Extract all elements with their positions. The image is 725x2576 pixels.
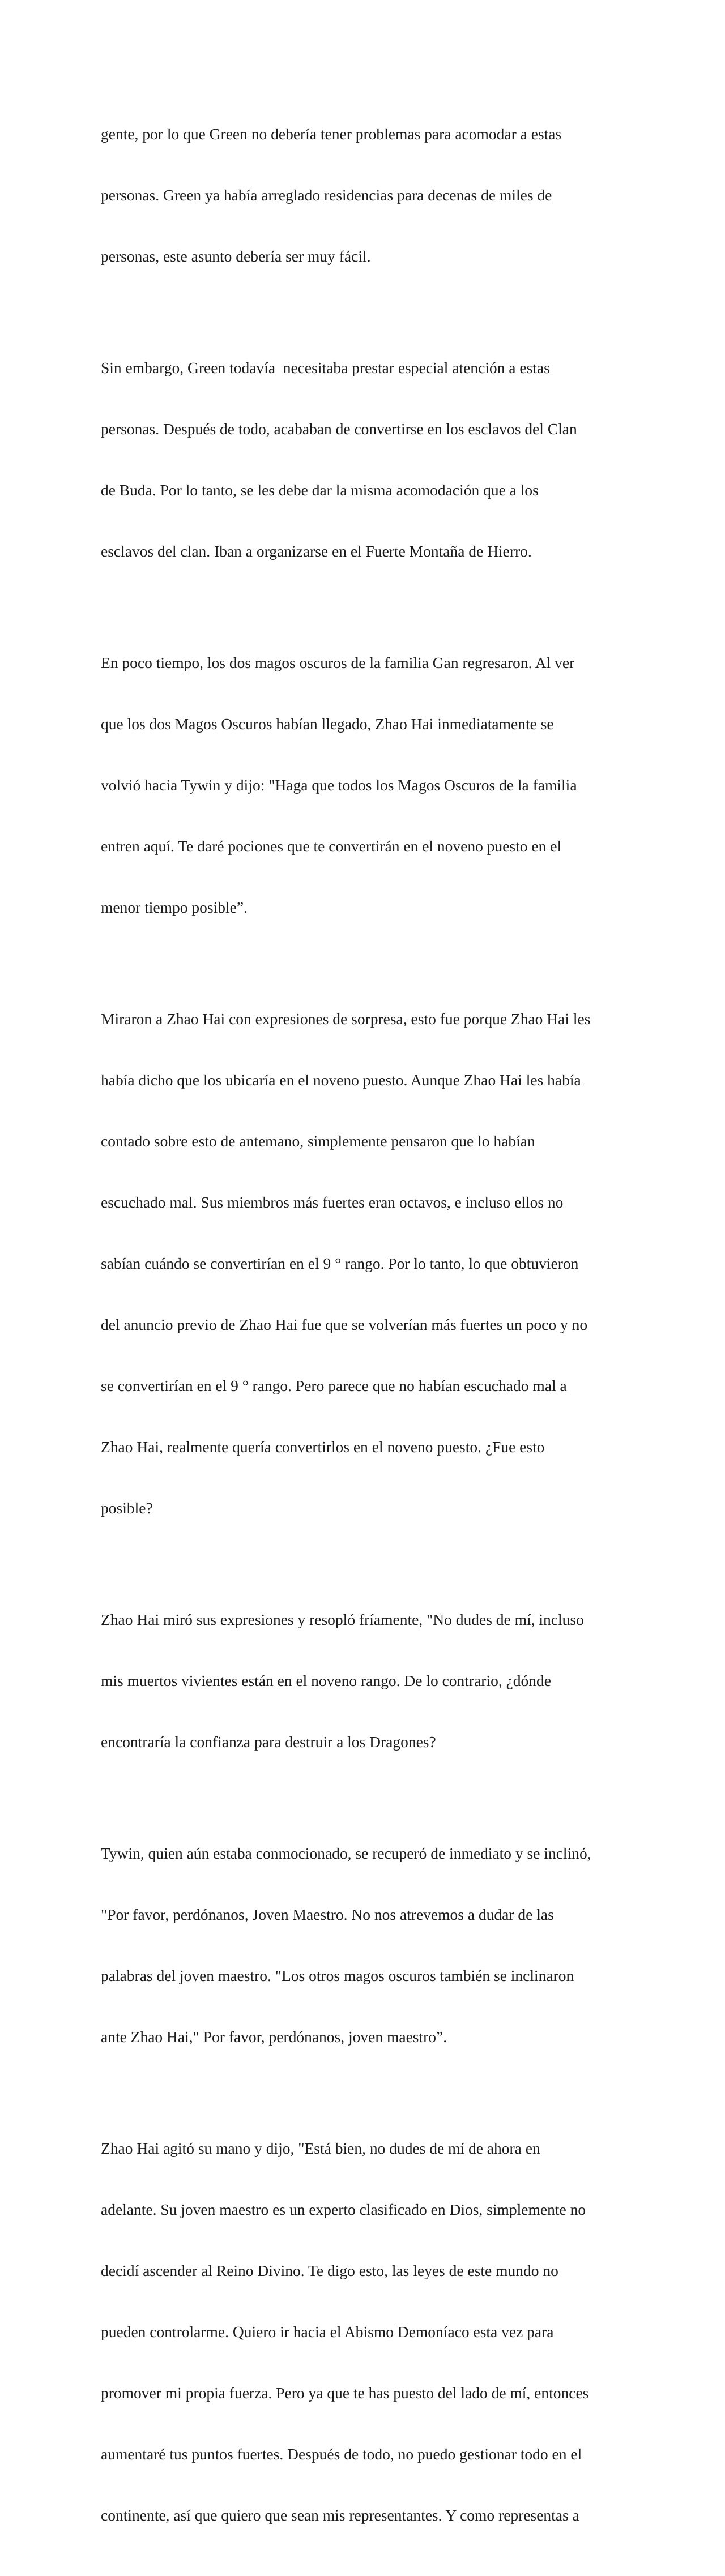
text-line: del anuncio previo de Zhao Hai fue que se volverían más fuertes un poco y no (101, 1316, 588, 1333)
paragraph-7 (101, 2098, 633, 2566)
text-line: personas. Después de todo, acababan de convertirse en los esclavos del Clan (101, 420, 577, 438)
text-line: había dicho que los ubicaría en el noveno puesto. Aunque Zhao Hai les había (101, 1071, 581, 1089)
text-line: de Buda. Por lo tanto, se les debe dar la misma acomodación que a los (101, 481, 539, 499)
paragraph-1 (101, 83, 633, 307)
text-line: se convertirían en el 9 ° rango. Pero parece que no habían escuchado mal a (101, 1377, 567, 1394)
text-line: Zhao Hai miró sus expresiones y resopló fríamente, "No dudes de mí, incluso (101, 1611, 584, 1628)
text-line: personas, este asunto debería ser muy fácil. (101, 247, 371, 265)
text-line: encontraría la confianza para destruir a los Dragones? (101, 1733, 436, 1751)
text-line: ante Zhao Hai," Por favor, perdónanos, joven maestro”. (101, 2028, 447, 2046)
paragraph-6 (101, 1803, 633, 2088)
document-body (101, 83, 633, 2576)
text-line: Zhao Hai agitó su mano y dijo, "Está bien, no dudes de mí de ahora en (101, 2139, 540, 2157)
text-line: menor tiempo posible”. (101, 898, 248, 916)
text-line: personas. Green ya había arreglado residencias para decenas de miles de (101, 186, 552, 204)
text-line: promover mi propia fuerza. Pero ya que te has puesto del lado de mí, entonces (101, 2384, 589, 2402)
paragraph-3 (101, 612, 633, 958)
text-line: pueden controlarme. Quiero ir hacia el Abismo Demoníaco esta vez para (101, 2323, 554, 2340)
text-line: sabían cuándo se convertirían en el 9 ° rango. Por lo tanto, lo que obtuvieron (101, 1255, 579, 1272)
text-line: Miraron a Zhao Hai con expresiones de sorpresa, esto fue porque Zhao Hai les (101, 1010, 591, 1028)
text-line: Zhao Hai, realmente quería convertirlos en el noveno puesto. ¿Fue esto (101, 1438, 545, 1456)
text-line: continente, así que quiero que sean mis representantes. Y como representas a (101, 2506, 579, 2524)
text-line: En poco tiempo, los dos magos oscuros de la familia Gan regresaron. Al ver (101, 654, 575, 671)
text-line: Sin embargo, Green todavía necesitaba prestar especial atención a estas (101, 359, 550, 376)
text-line: aumentaré tus puntos fuertes. Después de todo, no puedo gestionar todo en el (101, 2445, 582, 2463)
text-line: posible? (101, 1499, 153, 1517)
text-line: Tywin, quien aún estaba conmocionado, se recuperó de inmediato y se inclinó, (101, 1845, 591, 1862)
text-line: decidí ascender al Reino Divino. Te digo esto, las leyes de este mundo no (101, 2262, 558, 2279)
text-line: esclavos del clan. Iban a organizarse en el Fuerte Montaña de Hierro. (101, 542, 532, 560)
text-line: palabras del joven maestro. "Los otros magos oscuros también se inclinaron (101, 1967, 574, 1984)
text-line: "Por favor, perdónanos, Joven Maestro. No nos atrevemos a dudar de las (101, 1906, 554, 1923)
text-line: adelante. Su joven maestro es un experto clasificado en Dios, simplemente no (101, 2201, 586, 2218)
paragraph-5 (101, 1569, 633, 1793)
text-line: gente, por lo que Green no debería tener problemas para acomodar a estas (101, 125, 562, 143)
paragraph-2 (101, 317, 633, 602)
paragraph-4 (101, 968, 633, 1559)
text-line: que los dos Magos Oscuros habían llegado, Zhao Hai inmediatamente se (101, 715, 554, 733)
text-line: escuchado mal. Sus miembros más fuertes eran octavos, e incluso ellos no (101, 1193, 564, 1211)
text-line: volvió hacia Tywin y dijo: "Haga que todos los Magos Oscuros de la familia (101, 776, 577, 794)
text-line: mis muertos vivientes están en el noveno rango. De lo contrario, ¿dónde (101, 1672, 551, 1689)
text-line: contado sobre esto de antemano, simplemente pensaron que lo habían (101, 1132, 535, 1150)
text-line: entren aquí. Te daré pociones que te convertirán en el noveno puesto en el (101, 837, 562, 855)
